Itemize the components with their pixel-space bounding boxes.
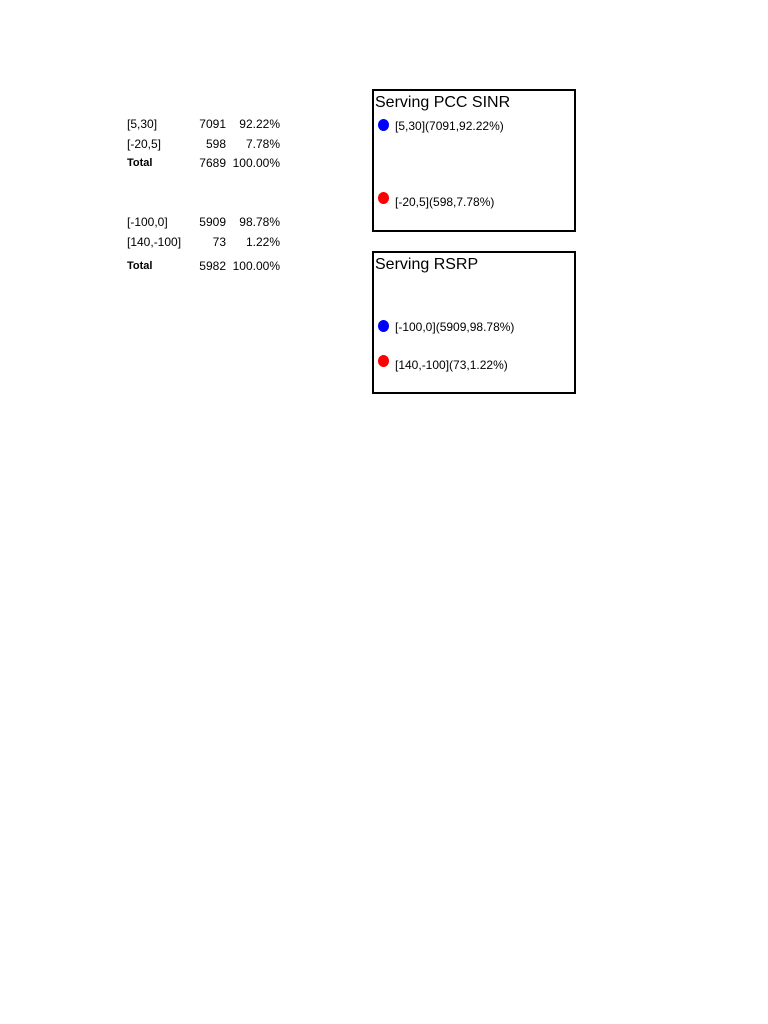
legend-entry: [378, 117, 504, 133]
legend-entry-text: [140,-100](73,1.22%): [395, 357, 508, 372]
rsrp-legend-box: [372, 251, 576, 394]
red-dot-icon: [378, 192, 389, 204]
table-row: [0, 135, 300, 153]
sample-percent: 98.78%: [239, 215, 280, 229]
legend-entry: [378, 318, 514, 334]
sample-count: 5909: [199, 215, 226, 229]
legend-entry: [378, 193, 494, 209]
sinr-legend-box: [372, 89, 576, 232]
total-count: 7689: [199, 156, 226, 170]
blue-dot-icon: [378, 320, 389, 332]
range-label: [-100,0]: [127, 215, 168, 229]
total-percent: 100.00%: [232, 259, 280, 273]
sample-count: 7091: [199, 117, 226, 131]
sample-percent: 7.78%: [245, 137, 280, 151]
table-row: [0, 213, 300, 231]
table-total-row: [0, 257, 300, 275]
sample-count: 598: [205, 137, 226, 151]
sample-count: 73: [212, 235, 226, 249]
range-label: [140,-100]: [127, 235, 182, 249]
legend-entry-text: [5,30](7091,92.22%): [395, 118, 504, 133]
range-label: [-20,5]: [127, 137, 162, 151]
range-label: [5,30]: [127, 117, 158, 131]
blue-dot-icon: [378, 119, 389, 131]
total-count: 5982: [199, 259, 226, 273]
total-label: Total: [127, 157, 153, 169]
sample-percent: 92.22%: [239, 117, 280, 131]
sample-percent: 1.22%: [245, 235, 280, 249]
legend-entry: [378, 356, 508, 372]
table-total-row: [0, 154, 300, 172]
table-row: [0, 233, 300, 251]
red-dot-icon: [378, 355, 389, 367]
legend-entry-text: [-100,0](5909,98.78%): [395, 319, 515, 334]
total-label: Total: [127, 260, 153, 272]
legend-title: Serving PCC SINR: [375, 94, 511, 111]
table-row: [0, 115, 300, 133]
legend-entry-text: [-20,5](598,7.78%): [395, 194, 495, 209]
legend-title: Serving RSRP: [375, 256, 479, 273]
total-percent: 100.00%: [232, 156, 280, 170]
